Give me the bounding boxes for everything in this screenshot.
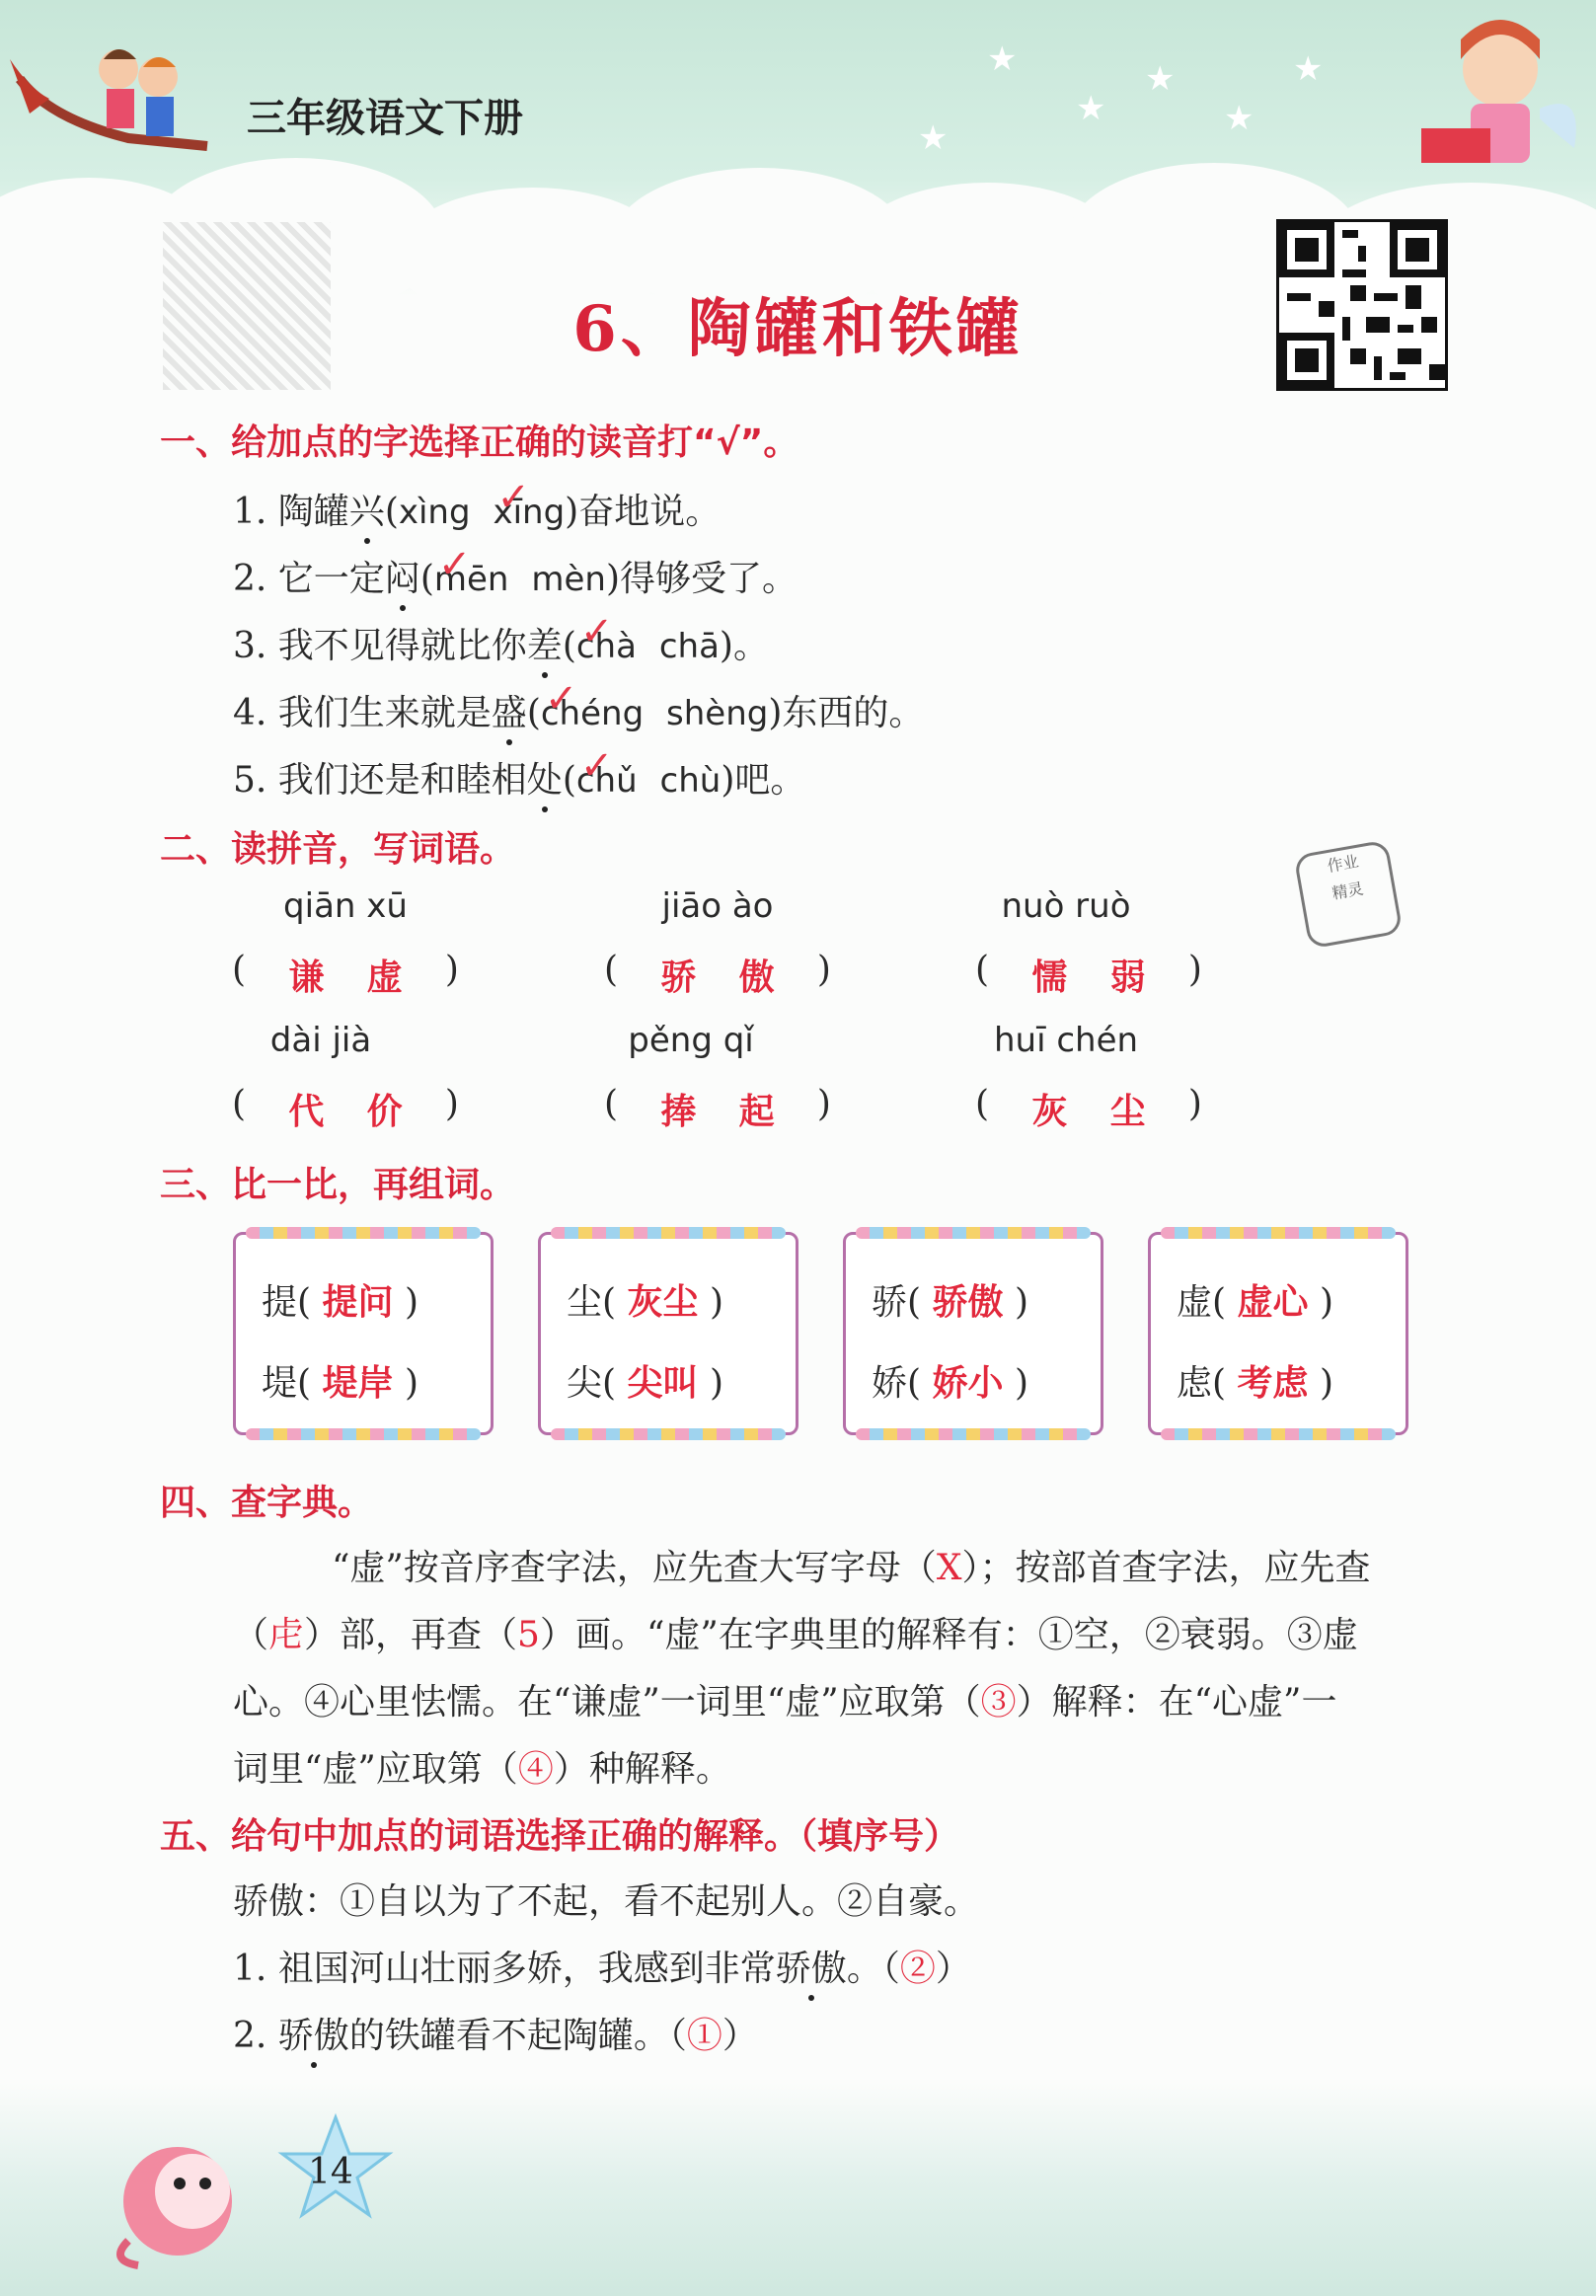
section5-question-2 [233, 2008, 758, 2058]
dictionary-line-1 [332, 1540, 1370, 1590]
dotted-char: 处 [527, 752, 563, 803]
homework-stamp [1293, 839, 1403, 949]
lesson-title: 6、陶罐和铁罐 [572, 292, 1024, 366]
compare-box-2 [538, 1232, 798, 1435]
item-text: 东西的。 [782, 693, 925, 733]
star-icon: ★ [1293, 49, 1324, 89]
pinyin-option[interactable]: chā [658, 627, 720, 666]
dictionary-text: ）画。“虚”在字典里的解释有：①空，②衰弱。③虚 [539, 1615, 1358, 1655]
answer-char: 尘 [1109, 1091, 1146, 1132]
pinyin-option[interactable]: chù [659, 761, 722, 801]
item-text: 吧。 [734, 760, 806, 801]
section1-item-5: 5. 我们还是和睦相处(✓ chǔ chù)吧。 [233, 752, 805, 803]
section5-title: 五、给句中加点的词语选择正确的解释。（填序号） [160, 1816, 960, 1857]
stamp-text: 作业 [1326, 851, 1360, 877]
compare-line: 提( 提问 ) [262, 1281, 419, 1323]
section1-item-3: 3. 我不见得就比你差(✓ chà chā)。 [233, 618, 769, 668]
section1-item-4: 4. 我们生来就是盛(✓ chéng shèng)东西的。 [233, 685, 924, 735]
compare-answer[interactable]: 提问 [322, 1281, 394, 1323]
word-answer[interactable]: ( 谦 虚 ) [232, 950, 459, 998]
page-footer [0, 2083, 1596, 2296]
compare-char: 虚 [1177, 1282, 1213, 1323]
item-text: 奋地说。 [578, 492, 722, 532]
dictionary-text: 词里“虚”应取第（ [233, 1749, 518, 1790]
word-answer[interactable]: ( 捧 起 ) [604, 1084, 831, 1132]
star-icon: ★ [918, 118, 949, 158]
dotted-char: 差 [527, 618, 563, 668]
answer-char: 弱 [1109, 957, 1146, 998]
star-icon: ★ [1076, 89, 1106, 128]
dictionary-text: ）种解释。 [553, 1749, 731, 1790]
question-text: ） [722, 2016, 758, 2056]
dictionary-answer[interactable]: 5 [517, 1615, 540, 1655]
question-text: ） [935, 1949, 971, 1989]
answer-char: 价 [366, 1091, 403, 1132]
question-text: 。（ [846, 1949, 900, 1989]
pinyin-prompt: huī chén [993, 1021, 1139, 1060]
item-text: 5. 我们还是和睦相 [233, 760, 527, 801]
compare-answer[interactable]: 灰尘 [627, 1281, 699, 1323]
compare-box-4 [1148, 1232, 1408, 1435]
pinyin-prompt: jiāo ào [661, 886, 774, 926]
dictionary-line-4 [233, 1741, 731, 1792]
pinyin-option[interactable]: xìng [398, 493, 471, 532]
compare-line: 尖( 尖叫 ) [567, 1362, 724, 1404]
answer-char: 懦 [1031, 957, 1068, 998]
kids-on-broom-illustration [10, 20, 237, 168]
word-answer[interactable]: ( 代 价 ) [232, 1084, 459, 1132]
star-icon: ★ [1224, 99, 1254, 138]
dictionary-answer[interactable]: ③ [980, 1682, 1017, 1722]
word-answer[interactable]: ( 灰 尘 ) [975, 1084, 1202, 1132]
dotted-word: 骄傲 [776, 1941, 847, 1991]
item-text: 1. 陶罐 [233, 492, 349, 532]
pinyin-option-checked[interactable]: ✓ chéng [541, 694, 644, 733]
compare-line: 虚( 虚心 ) [1177, 1281, 1334, 1323]
dictionary-text: ）解释：在“心虚”一 [1016, 1682, 1337, 1722]
item-text: 。 [732, 626, 769, 666]
compare-line: 尘( 灰尘 ) [567, 1281, 724, 1323]
answer-char: 起 [738, 1091, 775, 1132]
answer-char: 灰 [1031, 1091, 1068, 1132]
star-icon: ★ [987, 39, 1018, 79]
section3-title: 三、比一比，再组词。 [160, 1165, 516, 1205]
pinyin-option-checked[interactable]: ✓ mēn [434, 560, 509, 599]
question-text: 2. [233, 2016, 278, 2056]
dictionary-text: ）；按部首查字法，应先查 [961, 1548, 1371, 1588]
dotted-char: 闷 [385, 551, 420, 601]
compare-char: 堤 [262, 1363, 298, 1404]
pinyin-option-checked[interactable]: ✓ chǔ [576, 761, 638, 801]
compare-char: 娇 [872, 1363, 908, 1404]
dotted-word: 骄傲 [278, 2008, 349, 2058]
answer-char: 捧 [660, 1091, 697, 1132]
compare-answer[interactable]: 虚心 [1237, 1281, 1309, 1323]
word-answer[interactable]: ( 骄 傲 ) [604, 950, 831, 998]
compare-char: 尘 [567, 1282, 603, 1323]
dotted-char: 兴 [349, 484, 385, 534]
item-text: 4. 我们生来就是 [233, 693, 492, 733]
section4-title: 四、查字典。 [160, 1483, 374, 1523]
compare-answer[interactable]: 尖叫 [627, 1362, 699, 1404]
item-text: 得够受了。 [619, 559, 798, 599]
dictionary-text: ）部，再查（ [304, 1615, 518, 1655]
compare-box-3 [843, 1232, 1103, 1435]
section1-item-2: 2. 它一定闷(✓ mēn mèn)得够受了。 [233, 551, 798, 601]
compare-answer[interactable]: 考虑 [1237, 1362, 1309, 1404]
dictionary-answer[interactable]: X [936, 1548, 962, 1588]
compare-line: 虑( 考虑 ) [1177, 1362, 1334, 1404]
pinyin-prompt: pěng qǐ [628, 1021, 754, 1060]
page-number: 14 [308, 2152, 353, 2192]
answer-char: 傲 [738, 957, 775, 998]
monkey-mascot-icon [99, 2122, 276, 2270]
compare-char: 提 [262, 1282, 298, 1323]
dictionary-text: 心。④心里怯懦。在“谦虚”一词里“虚”应取第（ [233, 1682, 981, 1722]
dotted-char: 盛 [492, 685, 527, 735]
compare-char: 尖 [567, 1363, 603, 1404]
question-answer[interactable]: ② [899, 1949, 936, 1989]
compare-answer[interactable]: 娇小 [932, 1362, 1004, 1404]
book-title: 三年级语文下册 [247, 96, 523, 141]
answer-char: 虚 [366, 957, 403, 998]
pinyin-prompt: qiān xū [283, 886, 408, 926]
pinyin-option[interactable]: mèn [531, 560, 606, 599]
dictionary-line-3 [233, 1674, 1336, 1724]
compare-answer[interactable]: 堤岸 [322, 1362, 394, 1404]
compare-char: 虑 [1177, 1363, 1213, 1404]
definition-line: 骄傲：①自以为了不起，看不起别人。②自豪。 [233, 1881, 980, 1922]
compare-line: 骄( 骄傲 ) [872, 1281, 1029, 1323]
pinyin-option-checked[interactable]: ✓ chà [576, 627, 637, 666]
stamp-text: 精灵 [1330, 879, 1365, 903]
answer-char: 骄 [660, 957, 697, 998]
question-text: 的铁罐看不起陶罐。（ [348, 2016, 687, 2056]
answer-char: 谦 [288, 957, 325, 998]
question-answer[interactable]: ① [686, 2016, 722, 2056]
question-text: 1. 祖国河山壮丽多娇，我感到非常 [233, 1949, 776, 1989]
compare-answer[interactable]: 骄傲 [932, 1281, 1004, 1323]
item-text: 2. 它一定 [233, 559, 385, 599]
answer-char: 代 [288, 1091, 325, 1132]
section1-title: 一、给加点的字选择正确的读音打“√”。 [160, 422, 799, 463]
section1-item-1: 1. 陶罐兴(xìng ✓ xīng)奋地说。 [233, 484, 721, 534]
item-text: 3. 我不见得就比你 [233, 626, 527, 666]
dictionary-answer[interactable]: ④ [517, 1749, 554, 1790]
dictionary-text: “虚”按音序查字法，应先查大写字母（ [332, 1548, 937, 1588]
compare-line: 娇( 娇小 ) [872, 1362, 1029, 1404]
compare-box-1 [233, 1232, 494, 1435]
pinyin-prompt: nuò ruò [1001, 886, 1131, 926]
dictionary-line-2 [233, 1607, 1358, 1657]
compare-line: 堤( 堤岸 ) [262, 1362, 419, 1404]
dictionary-text: （ [233, 1615, 269, 1655]
word-answer[interactable]: ( 懦 弱 ) [975, 950, 1202, 998]
pinyin-option[interactable]: shèng [666, 694, 769, 733]
star-icon: ★ [1145, 59, 1176, 99]
pinyin-prompt: dài jià [269, 1021, 372, 1060]
section5-question-1 [233, 1941, 971, 1991]
compare-char: 骄 [872, 1282, 908, 1323]
pinyin-option-checked[interactable]: ✓ xīng [493, 493, 565, 532]
dictionary-answer[interactable]: 虍 [268, 1615, 305, 1655]
section2-title: 二、读拼音，写词语。 [160, 829, 516, 870]
